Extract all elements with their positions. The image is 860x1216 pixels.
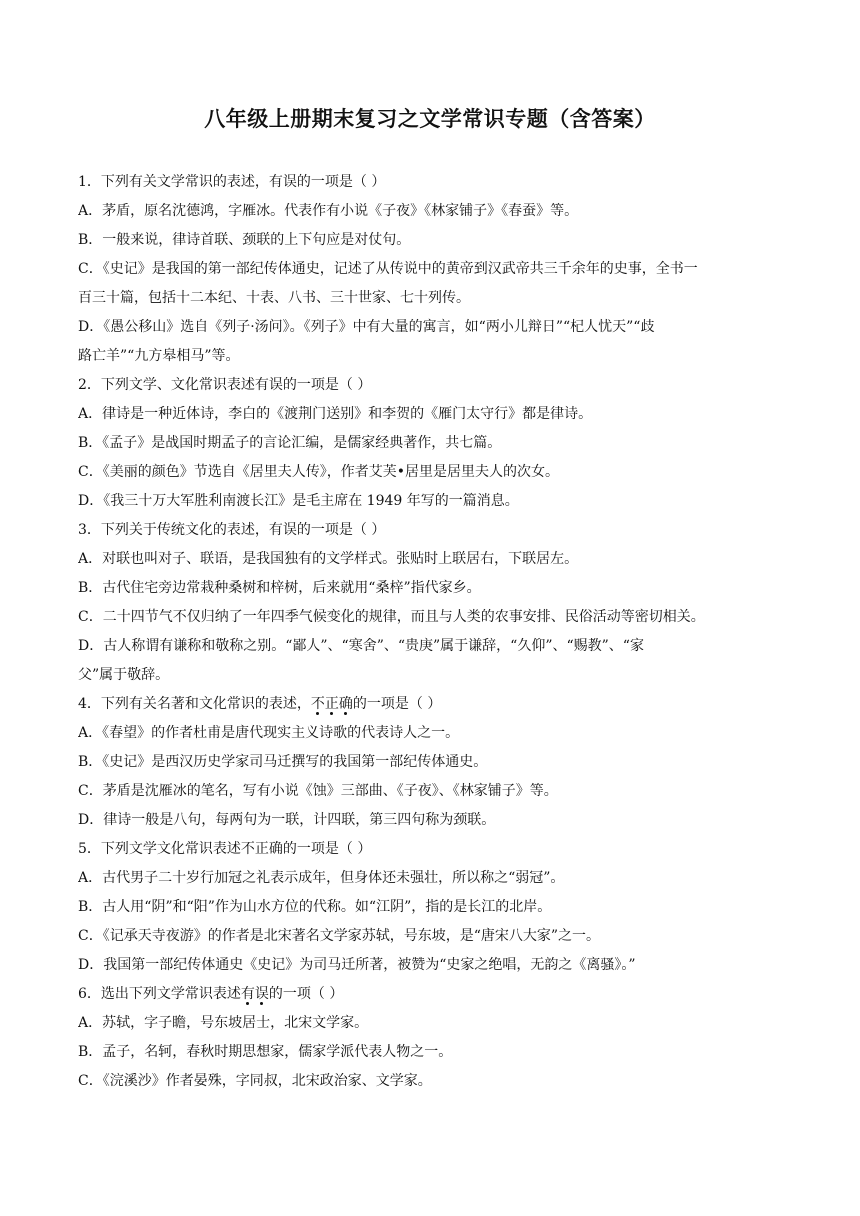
q1-stem: 1．下列有关文学常识的表述，有误的一项是（ ） <box>78 174 386 190</box>
q3-option-d-cont: 父”属于敬辞。 <box>78 667 170 683</box>
question-list <box>78 168 786 1096</box>
q6-stem: 6．选出下列文学常识表述有误的一项（ ） <box>78 986 344 1002</box>
q5-option-a: A．古代男子二十岁行加冠之礼表示成年，但身体还未强壮，所以称之“弱冠”。 <box>78 870 565 886</box>
q4-option-c: C．茅盾是沈雁冰的笔名，写有小说《蚀》三部曲、《子夜》、《林家铺子》等。 <box>78 783 558 799</box>
emphasis-char: 不 <box>310 696 325 712</box>
q1-option-c: C．《史记》是我国的第一部纪传体通史，记述了从传说中的黄帝到汉武帝共三千余年的史事，全书一 <box>78 261 698 277</box>
q3-option-a: A．对联也叫对子、联语，是我国独有的文学样式。张贴时上联居右，下联居左。 <box>78 551 579 567</box>
q6-option-b: B．孟子，名轲，春秋时期思想家，儒家学派代表人物之一。 <box>78 1044 453 1060</box>
emphasis-char: 误 <box>254 986 269 1002</box>
q6-option-c: C．《浣溪沙》作者晏殊，字同叔，北宋政治家、文学家。 <box>78 1073 432 1089</box>
q2-option-d: D．《我三十万大军胜利南渡长江》是毛主席在 1949 年写的一篇消息。 <box>78 493 519 509</box>
q1-option-c-cont: 百三十篇，包括十二本纪、十表、八书、三十世家、七十列传。 <box>78 290 470 306</box>
q5-option-d: D．我国第一部纪传体通史《史记》为司马迁所著，被赞为“史家之绝唱，无韵之《离骚》。” <box>78 957 636 973</box>
q3-option-b: B．古代住宅旁边常栽种桑树和梓树，后来就用“桑梓”指代家乡。 <box>78 580 481 596</box>
q2-option-a: A．律诗是一种近体诗，李白的《渡荆门送别》和李贺的《雁门太守行》都是律诗。 <box>78 406 593 422</box>
q3-stem: 3．下列关于传统文化的表述，有误的一项是（ ） <box>78 522 386 538</box>
emphasis-char: 有 <box>240 986 255 1002</box>
q1-option-d: D．《愚公移山》选自《列子·汤问》。《列子》中有大量的寓言，如“两小儿辩日”“杞人忧天”“歧 <box>78 319 655 335</box>
q4-stem: 4．下列有关名著和文化常识的表述，不正确的一项是（ ） <box>78 696 442 712</box>
q3-option-d: D．古人称谓有谦称和敬称之别。“鄙人”、“寒舍”、“贵庚”属于谦辞，“久仰”、“赐教”、“家 <box>78 638 644 654</box>
q6-option-a: A．苏轼，字子瞻，号东坡居士，北宋文学家。 <box>78 1015 369 1031</box>
q5-option-b: B．古人用“阴”和“阳”作为山水方位的代称。如“江阴”，指的是长江的北岸。 <box>78 899 552 915</box>
q4-option-d: D．律诗一般是八句，每两句为一联，计四联，第三四句称为颈联。 <box>78 812 496 828</box>
q2-option-c: C．《美丽的颜色》节选自《居里夫人传》，作者艾芙•居里是居里夫人的次女。 <box>78 464 559 480</box>
q4-option-b: B．《史记》是西汉历史学家司马迁撰写的我国第一部纪传体通史。 <box>78 754 488 770</box>
q2-stem: 2．下列文学、文化常识表述有误的一项是（ ） <box>78 377 372 393</box>
q2-option-b: B．《孟子》是战国时期孟子的言论汇编，是儒家经典著作，共七篇。 <box>78 435 502 451</box>
q3-option-c: C．二十四节气不仅归纳了一年四季气候变化的规律，而且与人类的农事安排、民俗活动等密切相关。 <box>78 609 705 625</box>
emphasis-char: 正 <box>324 696 339 712</box>
q1-option-d-cont: 路亡羊”“九方皋相马”等。 <box>78 348 240 364</box>
emphasis-char: 确 <box>338 696 353 712</box>
page-title: 八年级上册期末复习之文学常识专题（含答案） <box>204 107 656 131</box>
q5-option-c: C．《记承天寺夜游》的作者是北宋著名文学家苏轼，号东坡，是“唐宋八大家”之一。 <box>78 928 601 944</box>
q1-option-a: A．茅盾，原名沈德鸿，字雁冰。代表作有小说《子夜》《林家铺子》《春蚕》等。 <box>78 203 579 219</box>
q5-stem: 5．下列文学文化常识表述不正确的一项是（ ） <box>78 841 372 857</box>
q4-option-a: A．《春望》的作者杜甫是唐代现实主义诗歌的代表诗人之一。 <box>78 725 460 741</box>
q1-option-b: B．一般来说，律诗首联、颈联的上下句应是对仗句。 <box>78 232 411 248</box>
